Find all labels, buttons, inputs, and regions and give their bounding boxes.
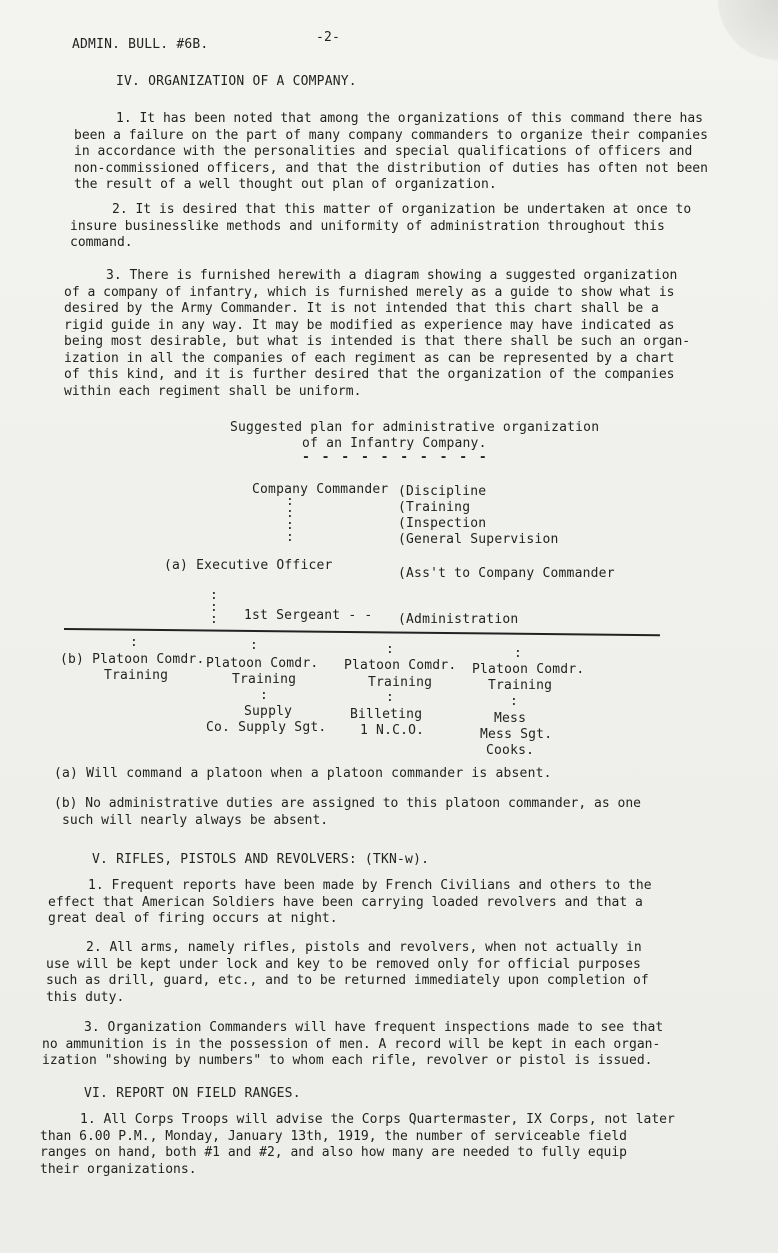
- cc-duty-1: (Discipline: [398, 484, 487, 499]
- text-line: non-commissioned officers, and that the distribution of duties has often not been: [74, 160, 708, 176]
- platoon-4-name: Platoon Comdr.: [472, 662, 585, 677]
- text-line: than 6.00 P.M., Monday, January 13th, 1919, the number of serviceable field: [40, 1128, 627, 1144]
- company-commander: Company Commander: [252, 482, 389, 497]
- section-v-para-2: [46, 940, 649, 1006]
- text-line: 1. All Corps Troops will advise the Corps Quartermaster, IX Corps, not later: [80, 1112, 675, 1127]
- text-line: been a failure on the part of many company commanders to organize their companies: [74, 127, 708, 143]
- first-sergeant-duty: (Administration: [398, 612, 519, 627]
- platoon-3-name: Platoon Comdr.: [344, 658, 457, 673]
- text-line: use will be kept under lock and key to be removed only for official purposes: [46, 956, 641, 972]
- text-line: rigid guide in any way. It may be modified as experience may have indicated as: [64, 317, 675, 333]
- connector-dots: :: [510, 694, 518, 709]
- folded-corner: [708, 0, 778, 70]
- text-line: effect that American Soldiers have been carrying loaded revolvers and that a: [48, 894, 643, 910]
- text-line: 3. There is furnished herewith a diagram showing a suggested organization: [106, 268, 678, 283]
- connector-dots: : : : :: [286, 494, 294, 545]
- cc-duty-2: (Training: [398, 500, 471, 515]
- connector-dots: :: [130, 635, 138, 650]
- cc-duty-3: (Inspection: [398, 516, 487, 531]
- text-line: 1. Frequent reports have been made by French Civilians and others to the: [88, 878, 652, 893]
- text-line: insure businesslike methods and uniformity of administration throughout this: [70, 218, 665, 234]
- text-line: (b) No administrative duties are assigned to this platoon commander, as one: [54, 796, 641, 811]
- text-line: of a company of infantry, which is furnished merely as a guide to show what is: [64, 284, 675, 300]
- platoon-3-sub-1: Billeting: [350, 707, 423, 722]
- text-line: their organizations.: [40, 1161, 197, 1177]
- text-line: in accordance with the personalities and special qualifications of officers and: [74, 144, 693, 159]
- section-iv-para-3: [64, 268, 690, 400]
- text-line: great deal of firing occurs at night.: [48, 911, 338, 926]
- text-line: command.: [70, 235, 133, 250]
- platoon-2-sub-1: Supply: [244, 704, 293, 719]
- section-iv-title: IV. ORGANIZATION OF A COMPANY.: [116, 74, 357, 89]
- bulletin-ref: ADMIN. BULL. #6B.: [72, 37, 209, 52]
- platoon-4-sub-2: Mess Sgt.: [480, 727, 553, 742]
- section-iv-para-1: [74, 111, 708, 194]
- text-line: within each regiment shall be uniform.: [64, 383, 362, 399]
- note-b: [54, 796, 641, 829]
- platoon-2-sub-2: Co. Supply Sgt.: [206, 720, 327, 735]
- text-line: ization in all the companies of each regiment as can be represented by a chart: [64, 350, 675, 366]
- connector-dots: :: [386, 642, 394, 657]
- text-line: such as drill, guard, etc., and to be returned immediately upon completion of: [46, 973, 649, 988]
- section-iv-para-2: [70, 202, 691, 252]
- platoon-3-role: Training: [368, 675, 433, 690]
- section-v-para-1: [48, 878, 652, 928]
- text-line: 2. All arms, namely rifles, pistols and revolvers, when not actually in: [86, 940, 642, 955]
- section-vi-para-1: [40, 1112, 675, 1178]
- diagram-title-2: of an Infantry Company.: [302, 436, 487, 451]
- executive-officer: (a) Executive Officer: [164, 558, 333, 573]
- platoon-1-role: Training: [104, 668, 169, 683]
- platoon-4-sub-3: Cooks.: [486, 743, 535, 758]
- platoon-2-role: Training: [232, 672, 297, 687]
- text-line: 1. It has been noted that among the organizations of this command there has: [116, 111, 703, 126]
- first-sergeant: 1st Sergeant - -: [244, 608, 373, 623]
- platoon-4-sub-1: Mess: [494, 711, 527, 726]
- text-line: such will nearly always be absent.: [62, 812, 329, 828]
- connector-dots: :: [386, 690, 394, 705]
- text-line: the result of a well thought out plan of organization.: [74, 177, 497, 192]
- title-underline: - - - - - - - - - -: [302, 450, 489, 465]
- text-line: ranges on hand, both #1 and #2, and also how many are needed to fully equip: [40, 1145, 627, 1160]
- text-line: 2. It is desired that this matter of organization be undertaken at once to: [112, 202, 692, 217]
- text-line: this duty.: [46, 989, 125, 1005]
- text-line: being most desirable, but what is intended is that there shall be such an organ-: [64, 334, 691, 349]
- connector-dots: :: [250, 638, 258, 653]
- note-a: (a) Will command a platoon when a platoon commander is absent.: [54, 766, 552, 781]
- diagram-title-1: Suggested plan for administrative organization: [230, 420, 600, 435]
- text-line: no ammunition is in the possession of men. A record will be kept in each organ-: [42, 1036, 661, 1052]
- exec-duty: (Ass't to Company Commander: [398, 566, 615, 581]
- text-line: of this kind, and it is further desired that the organization of the companies: [64, 367, 675, 382]
- text-line: desired by the Army Commander. It is not intended that this chart shall be a: [64, 301, 659, 316]
- platoon-1-name: (b) Platoon Comdr.: [60, 652, 205, 667]
- platoon-4-role: Training: [488, 678, 553, 693]
- connector-dots: : : :: [210, 588, 218, 627]
- platoon-3-sub-2: 1 N.C.O.: [360, 723, 425, 738]
- platoon-2-name: Platoon Comdr.: [206, 656, 319, 671]
- text-line: 3. Organization Commanders will have frequent inspections made to see that: [84, 1020, 664, 1035]
- connector-dots: :: [260, 688, 268, 703]
- text-line: ization "showing by numbers" to whom each rifle, revolver or pistol is issued.: [42, 1053, 653, 1068]
- connector-dots: :: [514, 646, 522, 661]
- section-v-title: V. RIFLES, PISTOLS AND REVOLVERS: (TKN-w).: [92, 852, 430, 867]
- section-vi-title: VI. REPORT ON FIELD RANGES.: [84, 1086, 301, 1101]
- section-v-para-3: [42, 1020, 663, 1070]
- page-number: -2-: [316, 30, 341, 45]
- cc-duty-4: (General Supervision: [398, 532, 559, 547]
- platoon-divider-line: [64, 628, 660, 636]
